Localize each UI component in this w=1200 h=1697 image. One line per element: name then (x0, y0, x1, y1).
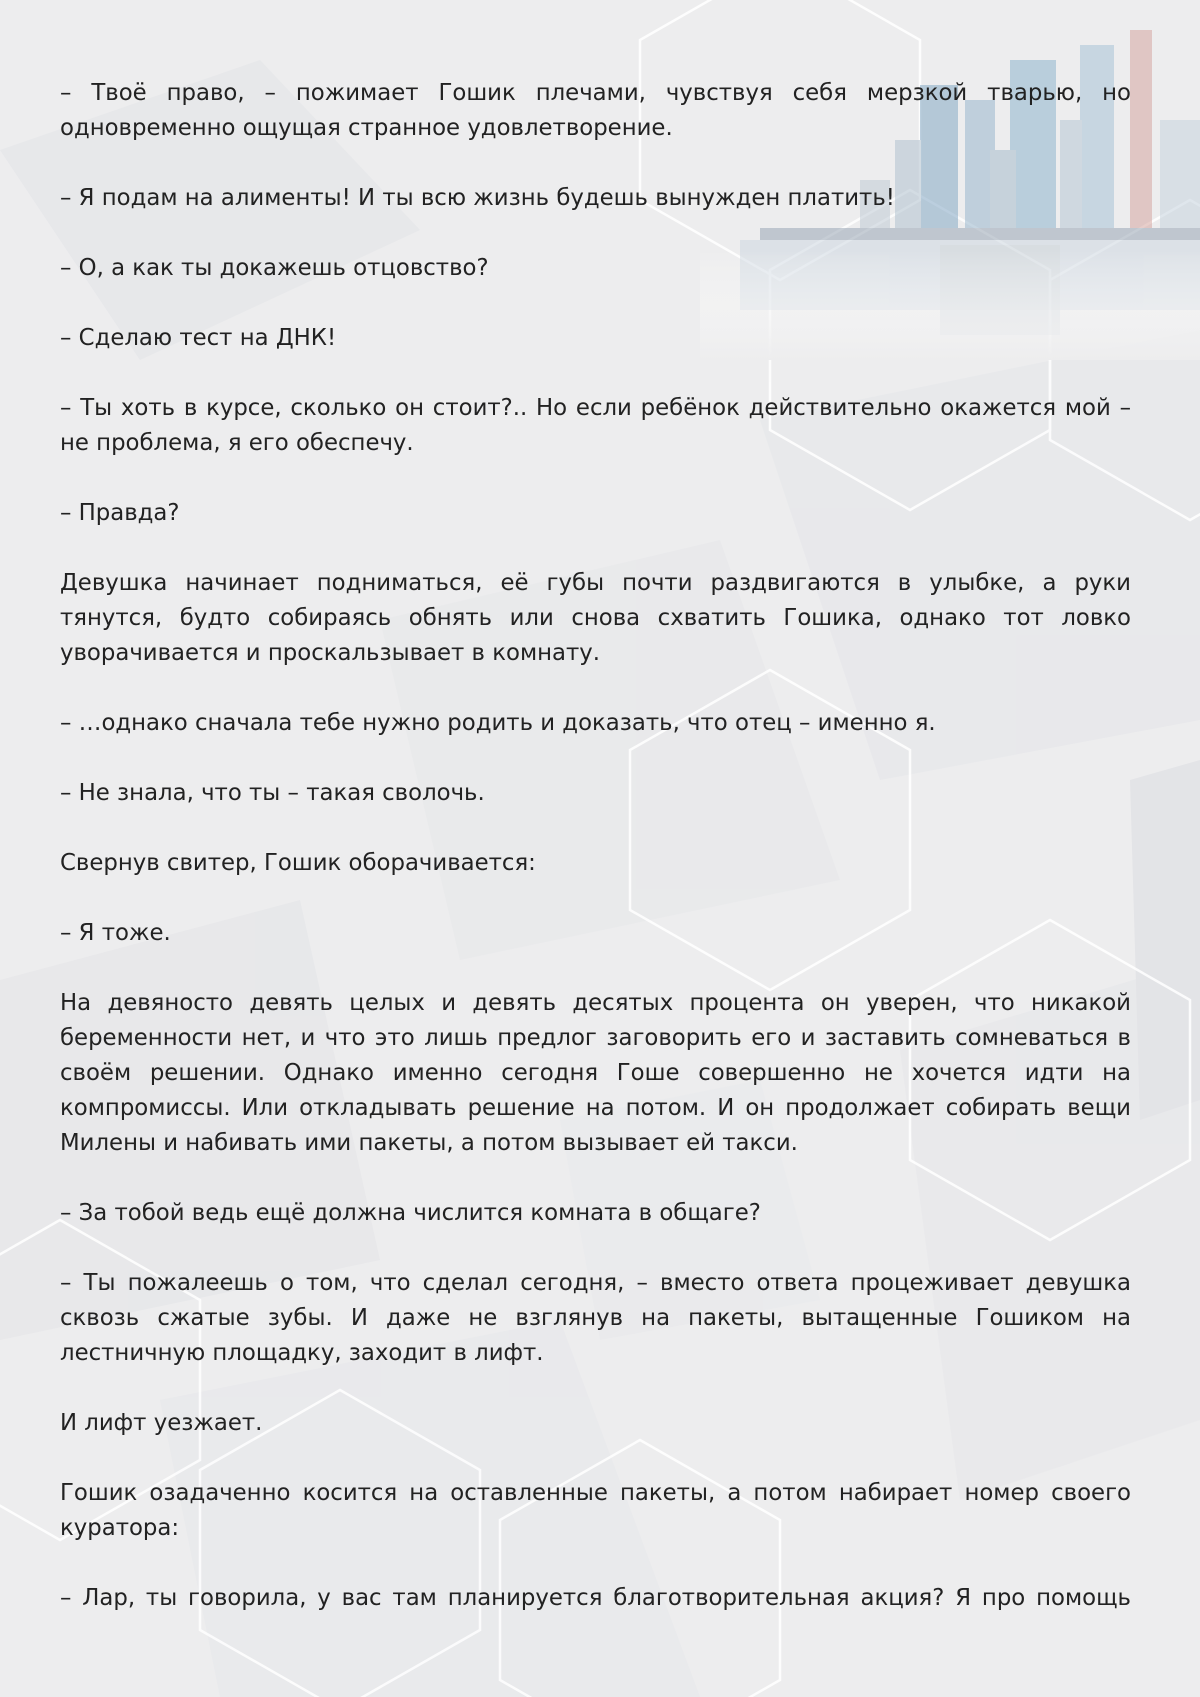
paragraph: – Я тоже. (60, 920, 171, 946)
paragraph: Девушка начинает подниматься, её губы почти раздвигаются в улыбке, а руки тянутся, будто собираясь обнять или снова схватить Гошика, однако тот ловко уворачивается и проскальзывает в комнату. (60, 570, 1131, 666)
document-body (60, 76, 1131, 1616)
paragraph: – Твоё право, – пожимает Гошик плечами, чувствуя себя мерзкой тварью, но одновременно ощущая странное удовлетворение. (60, 80, 1131, 141)
paragraph: – Не знала, что ты – такая сволочь. (60, 780, 485, 806)
paragraph: – …однако сначала тебе нужно родить и доказать, что отец – именно я. (60, 710, 936, 736)
paragraph: Гошик озадаченно косится на оставленные пакеты, а потом набирает номер своего куратора: (60, 1480, 1131, 1541)
paragraph: – Я подам на алименты! И ты всю жизнь будешь вынужден платить! (60, 185, 895, 211)
paragraph: И лифт уезжает. (60, 1410, 263, 1436)
paragraph: Свернув свитер, Гошик оборачивается: (60, 850, 536, 876)
paragraph: На девяносто девять целых и девять десятых процента он уверен, что никакой беременности нет, и что это лишь предлог заговорить его и заставить сомневаться в своём решении. Однако именно сегодня Гоше совершенно не хочется идти на компромиссы. Или откладывать решение на потом. И он продолжает собирать вещи Милены и набивать ими пакеты, а потом вызывает ей такси. (60, 990, 1131, 1156)
paragraph: – О, а как ты докажешь отцовство? (60, 255, 489, 281)
paragraph: – Правда? (60, 500, 180, 526)
paragraph: – Ты пожалеешь о том, что сделал сегодня, – вместо ответа процеживает девушка сквозь сжатые зубы. И даже не взглянув на пакеты, вытащенные Гошиком на лестничную площадку, заходит в лифт. (60, 1270, 1131, 1366)
paragraph: – За тобой ведь ещё должна числится комната в общаге? (60, 1200, 761, 1226)
paragraph: – Сделаю тест на ДНК! (60, 325, 337, 351)
paragraph: – Ты хоть в курсе, сколько он стоит?.. Но если ребёнок действительно окажется мой – не проблема, я его обеспечу. (60, 395, 1131, 456)
paragraph-continued: – Лар, ты говорила, у вас там планируется благотворительная акция? Я про помощь (60, 1585, 1131, 1611)
